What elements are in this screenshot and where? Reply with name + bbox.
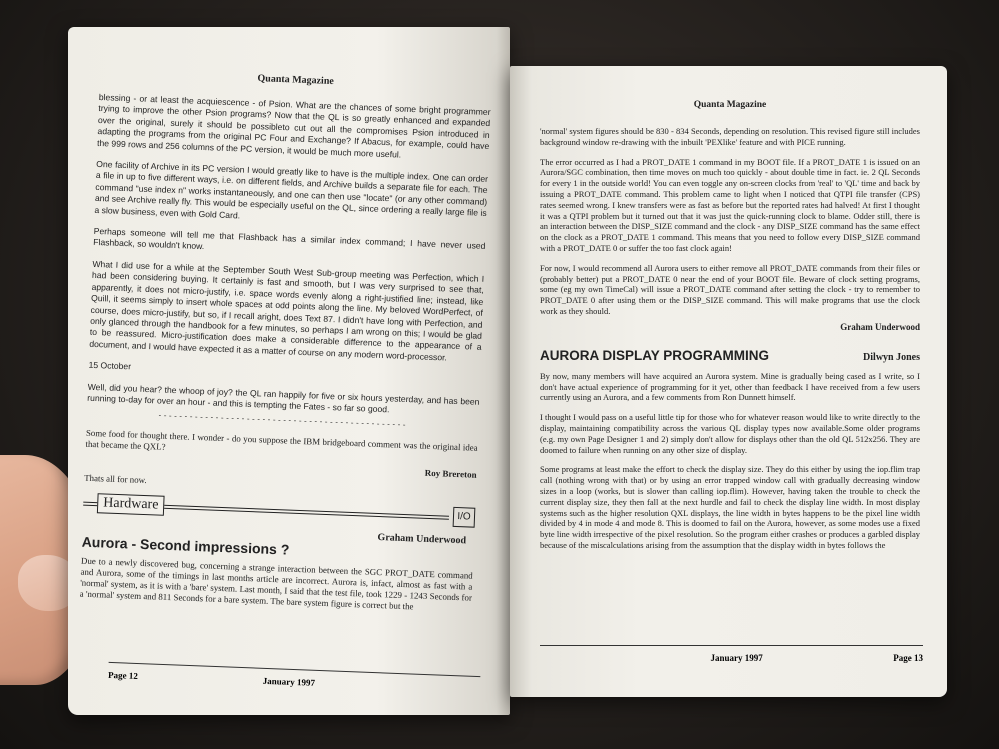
article-title: AURORA DISPLAY PROGRAMMING — [540, 347, 770, 363]
hardware-chip-icon: I/O — [453, 507, 476, 528]
right-paragraph: 'normal' system figures should be 830 - 834 Seconds, depending on resolution. This revised figure still includes background window re-drawing with the inbuilt 'PEXlike' feature and with PICE running. — [540, 126, 920, 147]
right-page — [510, 66, 947, 697]
left-paragraph: Well, did you hear? the whoop of joy? the QL ran happily for five or six hours yesterday, and has been running to-day for over an hour - and this is tempting the Fates - so far so good. — [87, 381, 480, 415]
right-page-header: Quanta Magazine — [693, 100, 767, 110]
date-line: 15 October — [88, 359, 132, 372]
page-number: Page 12 — [107, 669, 139, 681]
signature-graham-underwood: Graham Underwood — [840, 321, 920, 332]
footer-rule — [109, 662, 481, 677]
left-paragraph: Perhaps someone will tell me that Flashback has a similar index command; I have never used Flashback, so wouldn't know. — [93, 225, 486, 252]
footer-spacer — [440, 691, 480, 693]
issue-date: January 1997 — [710, 653, 763, 663]
banner-label: Hardware — [97, 493, 165, 516]
article-paragraph: Some programs at least make the effort to check the display size. They do this either by using the iop.flim trap call (nothing wrong with that) or by using an error trapped window call with gradually decreasing window sizes in a loop (works, but is slower than calling iop.flim). However, having taken the trouble to check the current display size, they then fall at the next hurdle and fail to check the display line width. In most display systems such as the higher resolution QXL displays, the line width in bytes happens to be the pixel line width divided by 4 in mode 4 and mode 8. This is doomed to fail on the Aurora, however, as some modes use a fixed byte line width irrespective of the pixel resolution. So the program either crashes or produces a garbled display because of the miscalculations arising from the assumption that the display width in bytes follows the — [540, 464, 920, 550]
left-paragraph: One facility of Archive in its PC version I would greatly like to have is the multiple index. One can order a file in up to five different ways, i.e. on different fields, and Archive builds a separate file for each. The command "use index n" works instantaneously, and one can then use "locate" (or any other command) and see Archive really fly. This would be especially useful on the QL, since ordering a really large file is a slow business, even with Gold Card. — [94, 158, 489, 221]
article-paragraph: Due to a newly discovered bug, concerning a strange interaction between the SGC PROT_DATE command and Aurora, some of the timings in last months article are incorrect. Aurora is, infact, almost as fast with a 'normal' system, as it is with a 'bare' system. Last month, I said that the test file, took 1229 - 1243 Seconds for a 'normal' system and 811 Seconds for a bare system. The bare system figure is correct but the — [79, 555, 473, 612]
signature-roy-brereton: Roy Brereton — [424, 467, 477, 480]
article-paragraph: By now, many members will have acquired an Aurora system. Mine is gradually being cased as I write, so I don't have actual experience of programming for it yet, other than feedback I have received from a few users currently using an Aurora, and a few comments from Ron Dunnett himself. — [540, 370, 920, 403]
left-page-footer — [108, 670, 480, 694]
issue-date: January 1997 — [262, 675, 316, 688]
page-number: Page 13 — [893, 653, 923, 663]
article-paragraph: I thought I would pass on a useful little tip for those who for whatever reason would like to write directly to the display, maintaining compatibility across the various QL display types now available.Some older programs (e.g. my own Page Designer 1 and 2) simply don't allow for displays other than the old QL 512x256. They are doomed to failure when running on any other size of display. — [540, 412, 920, 455]
separator-line: ------------------------------------------------ — [157, 412, 408, 431]
food-paragraph: Some food for thought there. I wonder - do you suppose the IBM bridgeboard comment was the original idea that became the QXL? — [85, 428, 478, 454]
right-page-content — [540, 100, 920, 560]
closing-line: Thats all for now. — [84, 472, 147, 486]
left-page-content — [79, 67, 492, 623]
left-paragraph: blessing - or at least the acquiescence - of Psion. What are the chances of some bright programmer trying to improve the other Psion programs? Now that the QL is so greatly enhanced and expanded over the original, surely it should be possibleto cut out all the compromises Psion introduced in adapting the programs from the original PC Four and Exchange? If Abacus, for example, could have the 999 rows and 256 columns of the PC version, it would be much more useful. — [96, 91, 491, 160]
byline-graham-underwood: Graham Underwood — [377, 532, 467, 547]
left-page — [68, 27, 510, 715]
article-heading — [540, 348, 920, 363]
left-page-header: Quanta Magazine — [257, 73, 335, 87]
left-paragraph: What I did use for a while at the September South West Sub-group meeting was Perfection, which I had been considering buying. It certainly is fast and smooth, but I was very surprised to see that, apparently, it does not micro-justify, i.e. space words evenly along a right-justified line; instead, like Quill, it seems simply to insert whole spaces at odd points along the line. My beloved WordPerfect, of course, does micro-justify, but so, if I recall aright, does Text 87. I didn't have long with Perfection, and only glanced through the handbook for a few minutes, so perhaps I am wrong on this; I would be glad to be reassured. Micro-justification does make a considerable difference to the appearance of a document, and I would have expected it as a matter of course on any modern word-processor. — [89, 258, 485, 363]
right-paragraph: The error occurred as I had a PROT_DATE 1 command in my BOOT file. If a PROT_DATE 1 is issued on an Aurora/SGC combination, then time moves on much too quickly - about double time in fact. ie. 2 QL Seconds for every 1 in the outside world! You can even toggle any on-screen clocks from 'real' to 'QL' time and back by issuing a PROT_DATE command. This problem came to light when I noticed that QTPI file transfer (CPS) rates seemed wrong. I knew transfers were as fast as before but the reported rates had halved! At first I thought it was a QTPI problem but it turned out that it was just the quick-running clock to blame. Odder still, there is an interaction between the DISP_SIZE command and the clock - any DISP_SIZE command has the same effect on the clock as a PROT_DATE 1 command. This means that you need to follow every DISP_SIZE command with a PROT_DATE 0 or suffer the too fast clock again! — [540, 156, 920, 253]
right-page-footer — [540, 653, 923, 663]
right-paragraph: For now, I would recommend all Aurora users to either remove all PROT_DATE commands from their files or (probably better) put a PROT_DATE 0 near the end of your BOOT file. Beware of clock setting programs, some (eg my own TimeCal) will issue a PROT_DATE command after setting the clock - try to remember to PROT_DATE 0 after using them or the DISP_SIZE command. This will make programs that use the clock work as they should. — [540, 262, 920, 316]
footer-rule — [540, 645, 923, 646]
article-title: Aurora - Second impressions ? — [81, 533, 290, 558]
article-author: Dilwyn Jones — [863, 351, 920, 363]
